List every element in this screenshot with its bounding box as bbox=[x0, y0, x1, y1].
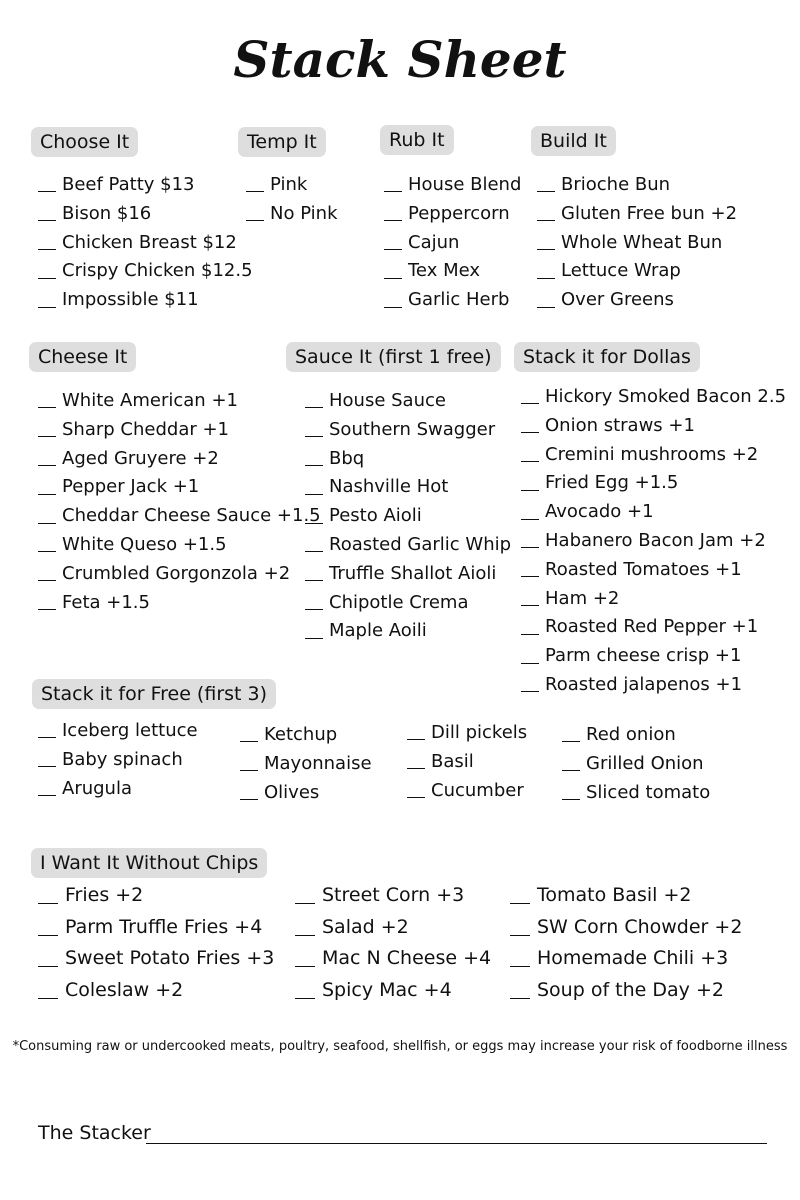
checkbox-blank[interactable] bbox=[521, 650, 539, 664]
section-header-temp: Temp It bbox=[238, 127, 326, 157]
section-header-dollas: Stack it for Dollas bbox=[514, 342, 700, 372]
option-item[interactable] bbox=[407, 748, 527, 777]
checkbox-blank[interactable] bbox=[384, 265, 402, 279]
option-item[interactable] bbox=[562, 750, 710, 779]
option-label: Mayonnaise bbox=[264, 752, 372, 774]
option-label: Dill pickels bbox=[431, 722, 528, 743]
checkbox-blank[interactable] bbox=[295, 951, 315, 967]
checkbox-blank[interactable] bbox=[384, 207, 402, 221]
checkbox-blank[interactable] bbox=[38, 567, 56, 581]
checkbox-blank[interactable] bbox=[562, 786, 580, 800]
option-item[interactable] bbox=[240, 750, 372, 779]
checkbox-blank[interactable] bbox=[521, 448, 539, 462]
checkbox-blank[interactable] bbox=[384, 236, 402, 250]
free-options-col1 bbox=[38, 717, 198, 803]
option-label: White Queso +1.5 bbox=[62, 533, 227, 555]
option-item[interactable] bbox=[38, 560, 321, 589]
option-item[interactable] bbox=[384, 229, 521, 258]
stacker-label: The Stacker bbox=[38, 1122, 151, 1144]
checkbox-blank[interactable] bbox=[305, 481, 323, 495]
option-label: Nashville Hot bbox=[329, 476, 449, 498]
checkbox-blank[interactable] bbox=[246, 207, 264, 221]
option-label: Brioche Bun bbox=[561, 174, 671, 195]
option-label: Onion straws +1 bbox=[545, 414, 695, 436]
checkbox-blank[interactable] bbox=[305, 538, 323, 552]
option-item[interactable] bbox=[305, 445, 511, 474]
checkbox-blank[interactable] bbox=[240, 728, 258, 742]
checkbox-blank[interactable] bbox=[305, 596, 323, 610]
checkbox-blank[interactable] bbox=[407, 726, 425, 740]
checkbox-blank[interactable] bbox=[521, 592, 539, 606]
option-label: Mac N Cheese +4 bbox=[322, 947, 492, 970]
option-item[interactable] bbox=[38, 502, 321, 531]
chips-options-col1 bbox=[38, 880, 274, 1007]
option-label: Over Greens bbox=[561, 289, 674, 311]
option-label: Salad +2 bbox=[322, 915, 409, 938]
option-item[interactable] bbox=[38, 975, 274, 1007]
option-label: Feta +1.5 bbox=[62, 591, 150, 613]
option-label: Baby spinach bbox=[62, 748, 183, 770]
option-item[interactable] bbox=[295, 912, 491, 944]
checkbox-blank[interactable] bbox=[305, 625, 323, 639]
checkbox-blank[interactable] bbox=[521, 477, 539, 491]
option-item[interactable] bbox=[562, 779, 710, 808]
option-label: Parm Truffle Fries +4 bbox=[65, 915, 263, 938]
option-item[interactable] bbox=[38, 943, 274, 975]
option-item[interactable] bbox=[562, 721, 710, 750]
option-item[interactable] bbox=[510, 880, 742, 912]
option-item[interactable] bbox=[38, 717, 198, 746]
option-item[interactable] bbox=[246, 171, 338, 200]
checkbox-blank[interactable] bbox=[240, 757, 258, 771]
option-item[interactable] bbox=[305, 560, 511, 589]
option-label: Roasted Tomatoes +1 bbox=[545, 558, 742, 580]
option-label: Garlic Herb bbox=[408, 289, 510, 311]
checkbox-blank[interactable] bbox=[38, 538, 56, 552]
option-item[interactable] bbox=[240, 779, 372, 808]
option-label: Roasted Red Pepper +1 bbox=[545, 616, 759, 638]
checkbox-blank[interactable] bbox=[521, 534, 539, 548]
checkbox-blank[interactable] bbox=[38, 920, 58, 936]
checkbox-blank[interactable] bbox=[305, 510, 323, 524]
checkbox-blank[interactable] bbox=[246, 178, 264, 192]
option-label: Southern Swagger bbox=[329, 418, 496, 440]
checkbox-blank[interactable] bbox=[38, 207, 56, 221]
option-label: Parm cheese crisp +1 bbox=[545, 645, 742, 667]
option-label: Impossible $11 bbox=[62, 289, 199, 311]
option-item[interactable] bbox=[38, 531, 321, 560]
option-item[interactable] bbox=[407, 719, 527, 748]
option-item[interactable] bbox=[384, 286, 521, 315]
section-header-build: Build It bbox=[531, 126, 616, 156]
option-label: Pesto Aioli bbox=[329, 505, 422, 527]
free-options-col4 bbox=[562, 721, 710, 807]
option-label: Hickory Smoked Bacon 2.5 bbox=[545, 386, 787, 407]
option-item[interactable] bbox=[38, 880, 274, 912]
stacker-name-line[interactable] bbox=[146, 1143, 767, 1144]
checkbox-blank[interactable] bbox=[305, 452, 323, 466]
checkbox-blank[interactable] bbox=[521, 390, 539, 404]
checkbox-blank[interactable] bbox=[38, 983, 58, 999]
checkbox-blank[interactable] bbox=[537, 207, 555, 221]
option-label: No Pink bbox=[270, 202, 338, 224]
allergy-disclaimer: *Consuming raw or undercooked meats, poultry, seafood, shellfish, or eggs may increase your risk of foodborne illness bbox=[12, 1039, 788, 1054]
section-header-choose: Choose It bbox=[31, 127, 138, 157]
option-label: Maple Aoili bbox=[329, 620, 427, 642]
option-label: Soup of the Day +2 bbox=[537, 979, 724, 1002]
option-label: Bison $16 bbox=[62, 202, 152, 224]
option-label: Olives bbox=[264, 781, 320, 803]
temp-options bbox=[246, 171, 338, 229]
option-item[interactable] bbox=[38, 416, 321, 445]
checkbox-blank[interactable] bbox=[562, 728, 580, 742]
option-item[interactable] bbox=[38, 171, 253, 200]
page-title: Stack Sheet bbox=[233, 30, 567, 89]
checkbox-blank[interactable] bbox=[38, 394, 56, 408]
option-item[interactable] bbox=[521, 498, 786, 527]
checkbox-blank[interactable] bbox=[407, 784, 425, 798]
section-header-chips: I Want It Without Chips bbox=[31, 848, 267, 878]
option-label: White American +1 bbox=[62, 390, 238, 411]
option-label: Homemade Chili +3 bbox=[537, 947, 729, 970]
checkbox-blank[interactable] bbox=[407, 755, 425, 769]
option-item[interactable] bbox=[521, 585, 786, 614]
option-label: SW Corn Chowder +2 bbox=[537, 915, 743, 938]
checkbox-blank[interactable] bbox=[521, 621, 539, 635]
option-item[interactable] bbox=[537, 286, 737, 315]
option-item[interactable] bbox=[240, 721, 372, 750]
option-label: House Sauce bbox=[329, 390, 446, 411]
option-label: Tex Mex bbox=[408, 260, 481, 282]
option-item[interactable] bbox=[38, 200, 253, 229]
option-label: Whole Wheat Bun bbox=[561, 231, 723, 253]
option-label: Peppercorn bbox=[408, 202, 510, 224]
option-item[interactable] bbox=[38, 387, 321, 416]
option-label: Cremini mushrooms +2 bbox=[545, 443, 759, 465]
checkbox-blank[interactable] bbox=[510, 888, 530, 904]
checkbox-blank[interactable] bbox=[521, 563, 539, 577]
checkbox-blank[interactable] bbox=[537, 236, 555, 250]
checkbox-blank[interactable] bbox=[521, 419, 539, 433]
option-label: Crumbled Gorgonzola +2 bbox=[62, 562, 291, 584]
option-item[interactable] bbox=[384, 200, 521, 229]
option-item[interactable] bbox=[305, 531, 511, 560]
free-options-col3 bbox=[407, 719, 527, 805]
option-item[interactable] bbox=[521, 412, 786, 441]
sauce-options bbox=[305, 387, 511, 646]
option-item[interactable] bbox=[295, 880, 491, 912]
option-item[interactable] bbox=[38, 589, 321, 618]
option-item[interactable] bbox=[38, 286, 253, 315]
checkbox-blank[interactable] bbox=[38, 510, 56, 524]
option-label: Pink bbox=[270, 174, 308, 195]
option-item[interactable] bbox=[305, 617, 511, 646]
checkbox-blank[interactable] bbox=[510, 983, 530, 999]
option-label: Grilled Onion bbox=[586, 752, 704, 774]
option-item[interactable] bbox=[537, 171, 737, 200]
option-item[interactable] bbox=[521, 642, 786, 671]
checkbox-blank[interactable] bbox=[295, 983, 315, 999]
checkbox-blank[interactable] bbox=[38, 423, 56, 437]
build-options bbox=[537, 171, 737, 315]
option-item[interactable] bbox=[38, 775, 198, 804]
option-item[interactable] bbox=[384, 171, 521, 200]
checkbox-blank[interactable] bbox=[521, 678, 539, 692]
option-label: Ketchup bbox=[264, 724, 338, 745]
option-item[interactable] bbox=[38, 746, 198, 775]
cheese-options bbox=[38, 387, 321, 617]
option-label: Gluten Free bun +2 bbox=[561, 202, 738, 224]
checkbox-blank[interactable] bbox=[305, 394, 323, 408]
option-item[interactable] bbox=[537, 257, 737, 286]
option-label: Habanero Bacon Jam +2 bbox=[545, 529, 766, 551]
checkbox-blank[interactable] bbox=[384, 294, 402, 308]
section-header-cheese: Cheese It bbox=[29, 342, 136, 372]
option-label: Fried Egg +1.5 bbox=[545, 472, 679, 494]
option-item[interactable] bbox=[305, 589, 511, 618]
option-label: Iceberg lettuce bbox=[62, 720, 198, 741]
option-label: Fries +2 bbox=[65, 884, 144, 906]
checkbox-blank[interactable] bbox=[38, 951, 58, 967]
checkbox-blank[interactable] bbox=[38, 753, 56, 767]
option-item[interactable] bbox=[537, 200, 737, 229]
checkbox-blank[interactable] bbox=[38, 481, 56, 495]
option-label: Red onion bbox=[586, 724, 676, 745]
option-item[interactable] bbox=[521, 613, 786, 642]
checkbox-blank[interactable] bbox=[510, 920, 530, 936]
option-label: Bbq bbox=[329, 447, 365, 469]
option-label: Cucumber bbox=[431, 779, 524, 801]
option-item[interactable] bbox=[510, 912, 742, 944]
option-label: Sweet Potato Fries +3 bbox=[65, 947, 275, 970]
option-label: Roasted jalapenos +1 bbox=[545, 673, 743, 695]
checkbox-blank[interactable] bbox=[305, 567, 323, 581]
option-label: Tomato Basil +2 bbox=[537, 884, 692, 906]
option-label: Cajun bbox=[408, 231, 460, 253]
option-item[interactable] bbox=[38, 473, 321, 502]
option-item[interactable] bbox=[38, 445, 321, 474]
checkbox-blank[interactable] bbox=[38, 596, 56, 610]
option-label: Sliced tomato bbox=[586, 781, 711, 803]
option-item[interactable] bbox=[246, 200, 338, 229]
option-item[interactable] bbox=[38, 257, 253, 286]
option-label: Roasted Garlic Whip bbox=[329, 533, 512, 555]
option-item[interactable] bbox=[521, 527, 786, 556]
dollas-options bbox=[521, 383, 786, 700]
option-item[interactable] bbox=[38, 229, 253, 258]
option-label: Lettuce Wrap bbox=[561, 260, 681, 282]
checkbox-blank[interactable] bbox=[38, 294, 56, 308]
option-label: Crispy Chicken $12.5 bbox=[62, 260, 253, 282]
option-item[interactable] bbox=[510, 943, 742, 975]
option-label: Basil bbox=[431, 750, 474, 772]
checkbox-blank[interactable] bbox=[537, 265, 555, 279]
checkbox-blank[interactable] bbox=[295, 888, 315, 904]
option-item[interactable] bbox=[384, 257, 521, 286]
option-label: House Blend bbox=[408, 174, 522, 195]
checkbox-blank[interactable] bbox=[38, 782, 56, 796]
option-label: Chicken Breast $12 bbox=[62, 231, 237, 253]
option-label: Beef Patty $13 bbox=[62, 174, 195, 195]
section-header-rub: Rub It bbox=[380, 125, 454, 155]
checkbox-blank[interactable] bbox=[38, 236, 56, 250]
checkbox-blank[interactable] bbox=[305, 423, 323, 437]
checkbox-blank[interactable] bbox=[521, 506, 539, 520]
option-item[interactable] bbox=[305, 473, 511, 502]
section-header-sauce: Sauce It (first 1 free) bbox=[286, 342, 501, 372]
option-item[interactable] bbox=[521, 556, 786, 585]
option-item[interactable] bbox=[295, 943, 491, 975]
option-label: Pepper Jack +1 bbox=[62, 476, 200, 498]
option-label: Ham +2 bbox=[545, 587, 620, 609]
chips-options-col2 bbox=[295, 880, 491, 1007]
option-item[interactable] bbox=[521, 671, 786, 700]
option-label: Avocado +1 bbox=[545, 501, 654, 523]
option-item[interactable] bbox=[305, 502, 511, 531]
option-item[interactable] bbox=[407, 777, 527, 806]
option-item[interactable] bbox=[537, 229, 737, 258]
option-item[interactable] bbox=[305, 387, 511, 416]
option-label: Street Corn +3 bbox=[322, 884, 465, 906]
checkbox-blank[interactable] bbox=[240, 786, 258, 800]
checkbox-blank[interactable] bbox=[38, 888, 58, 904]
checkbox-blank[interactable] bbox=[38, 178, 56, 192]
option-label: Chipotle Crema bbox=[329, 591, 469, 613]
checkbox-blank[interactable] bbox=[537, 294, 555, 308]
option-label: Arugula bbox=[62, 777, 132, 799]
option-item[interactable] bbox=[38, 912, 274, 944]
checkbox-blank[interactable] bbox=[510, 951, 530, 967]
checkbox-blank[interactable] bbox=[38, 265, 56, 279]
chips-options-col3 bbox=[510, 880, 742, 1007]
option-item[interactable] bbox=[305, 416, 511, 445]
option-item[interactable] bbox=[521, 469, 786, 498]
option-label: Spicy Mac +4 bbox=[322, 979, 452, 1002]
option-item[interactable] bbox=[295, 975, 491, 1007]
option-label: Truffle Shallot Aioli bbox=[329, 562, 497, 584]
checkbox-blank[interactable] bbox=[295, 920, 315, 936]
free-options-col2 bbox=[240, 721, 372, 807]
checkbox-blank[interactable] bbox=[537, 178, 555, 192]
option-item[interactable] bbox=[521, 441, 786, 470]
section-header-free: Stack it for Free (first 3) bbox=[32, 679, 276, 709]
checkbox-blank[interactable] bbox=[384, 178, 402, 192]
rub-options bbox=[384, 171, 521, 315]
checkbox-blank[interactable] bbox=[38, 724, 56, 738]
option-item[interactable] bbox=[521, 383, 786, 412]
option-label: Cheddar Cheese Sauce +1.5 bbox=[62, 505, 321, 527]
option-label: Aged Gruyere +2 bbox=[62, 447, 219, 469]
option-item[interactable] bbox=[510, 975, 742, 1007]
choose-options bbox=[38, 171, 253, 315]
checkbox-blank[interactable] bbox=[38, 452, 56, 466]
checkbox-blank[interactable] bbox=[562, 757, 580, 771]
option-label: Coleslaw +2 bbox=[65, 979, 184, 1002]
option-label: Sharp Cheddar +1 bbox=[62, 418, 230, 440]
